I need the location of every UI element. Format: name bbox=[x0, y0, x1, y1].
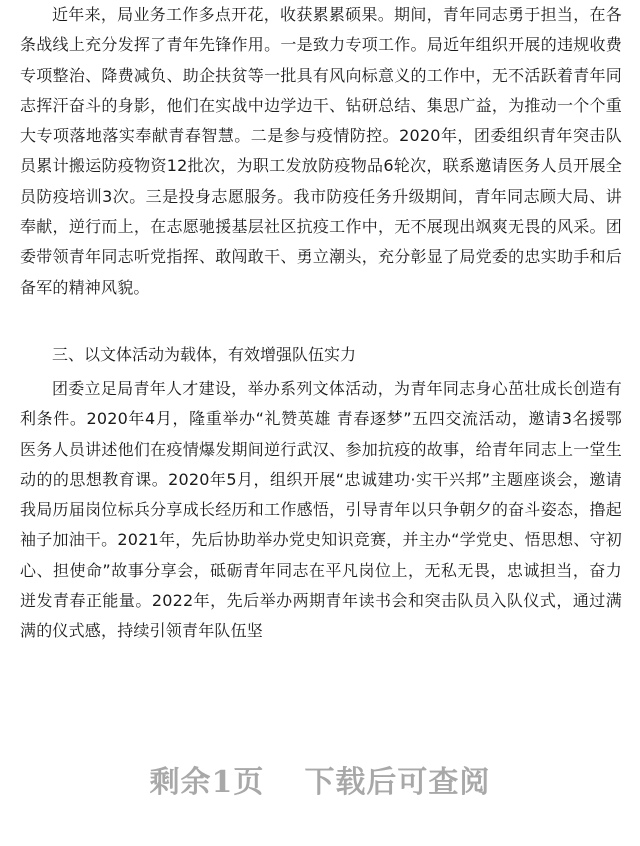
body-paragraph-2: 团委立足局青年人才建设，举办系列文体活动，为青年同志身心茁壮成长创造有利条件。2020年4月，隆重举办“礼赞英雄 青春逐梦”五四交流活动，邀请3名援鄂医务人员讲述他们在疫情爆发期间逆行武汉、参加抗疫的故事，给青年同志上一堂生动的的思想教育课。2020年5月，组织开展“忠诚建功·实干兴邦”主题座谈会，邀请我局历届岗位标兵分享成长经历和工作感悟，引导青年以只争朝夕的奋斗姿态，撸起袖子加油干。2021年，先后协助举办党史知识竞赛，并主办“学党史、悟思想、守初心、担使命”故事分享会，砥砺青年同志在平凡岗位上，无私无畏，忠诚担当，奋力迸发青春正能量。2022年，先后举办两期青年读书会和突击队员入队仪式，通过满满的仪式感，持续引领青年队伍坚 bbox=[20, 379, 622, 641]
download-banner[interactable] bbox=[0, 757, 640, 801]
body-paragraph-1: 近年来，局业务工作多点开花，收获累累硕果。期间，青年同志勇于担当，在各条战线上充分发挥了青年先锋作用。一是致力专项工作。局近年组织开展的违规收费专项整治、降费减负、助企扶贫等一批具有风向标意义的工作中，无不活跃着青年同志挥汗奋斗的身影，他们在实战中边学边干、钻研总结、集思广益，为推动一个个重大专项落地落实奉献青春智慧。二是参与疫情防控。2020年，团委组织青年突击队员累计搬运防疫物资12批次，为职工发放防疫物品6轮次，联系邀请医务人员开展全员防疫培训3次。三是投身志愿服务。我市防疫任务升级期间，青年同志顾大局、讲奉献，逆行而上，在志愿驰援基层社区抗疫工作中，无不展现出飒爽无畏的风采。团委带领青年同志听党指挥、敢闯敢干、勇立潮头，充分彰显了局党委的忠实助手和后备军的精神风貌。 bbox=[20, 5, 622, 297]
download-prompt-label: 下载后可查阅 bbox=[304, 765, 491, 800]
remaining-pages-label: 剩余1页 bbox=[149, 765, 265, 800]
section-heading: 三、以文体活动为载体，有效增强队伍实力 bbox=[52, 345, 357, 364]
